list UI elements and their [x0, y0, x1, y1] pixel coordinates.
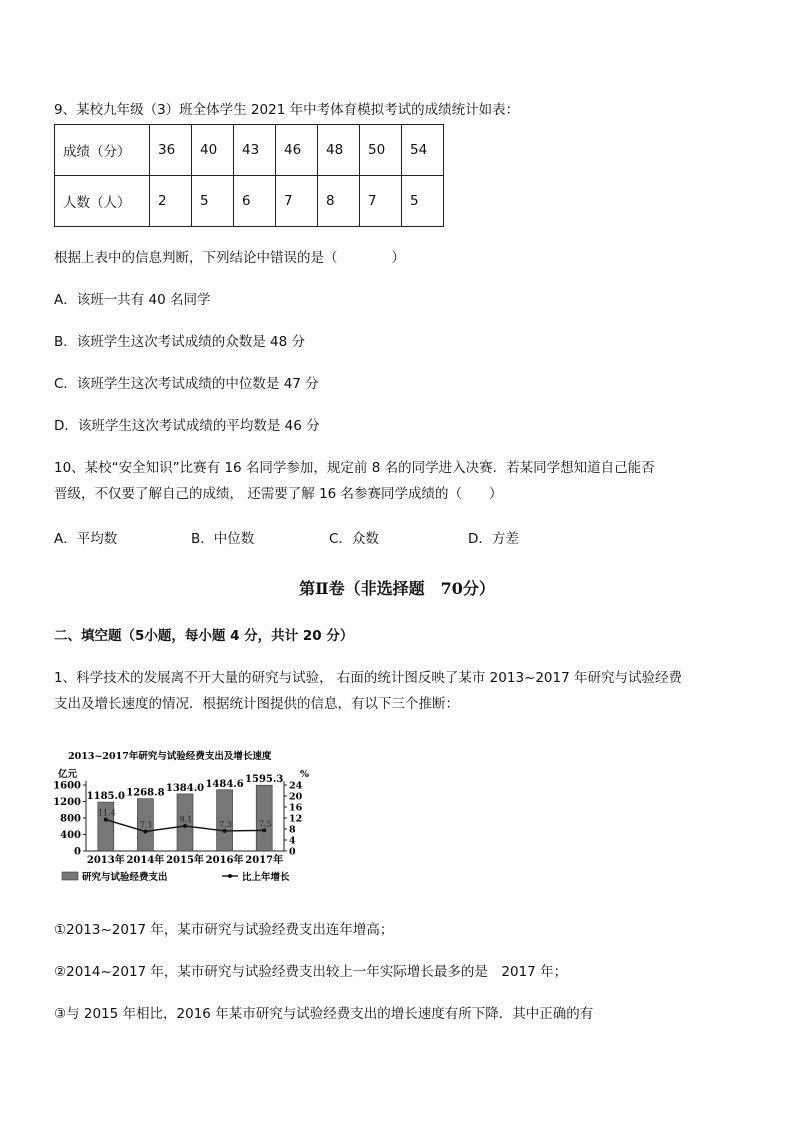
table-row	[55, 125, 444, 176]
table-header-count: 人数（人）	[55, 176, 150, 227]
table-cell: 8	[318, 176, 360, 227]
legend-line-marker	[228, 874, 232, 878]
statement-3: ③与 2015 年相比，2016 年某市研究与试验经费支出的增长速度有所下降．其中正确的有	[54, 1006, 594, 1022]
chart-title: 2013~2017年研究与试验经费支出及增长速度	[68, 751, 272, 762]
table-cell: 36	[150, 125, 192, 176]
y-tick-label: 1600	[54, 780, 81, 792]
section-subtitle: 二、填空题（5小题，每小题 4 分，共计 20 分）	[54, 628, 354, 644]
legend-bar-label: 研究与试验经费支出	[82, 872, 168, 883]
statement-2: ②2014~2017 年，某市研究与试验经费支出较上一年实际增长最多的是 2017 年；	[54, 964, 568, 980]
growth-point	[262, 828, 266, 832]
y-tick-label: 800	[60, 813, 81, 825]
q9-option-a: A．该班一共有 40 名同学	[54, 292, 211, 308]
table-cell: 48	[318, 125, 360, 176]
growth-value-label: 11.4	[97, 808, 116, 818]
expenditure-chart	[54, 745, 314, 890]
y2-tick-label: 4	[289, 835, 296, 847]
y-tick-label: 1200	[54, 797, 81, 808]
growth-point	[104, 818, 108, 822]
q10-option-a: A．平均数	[54, 531, 118, 547]
q9-option-c: C．该班学生这次考试成绩的中位数是 47 分	[54, 376, 319, 392]
y2-tick-label: 8	[289, 824, 296, 836]
q10-option-c: C．众数	[329, 531, 379, 547]
growth-value-label: 7.1	[140, 820, 153, 830]
x-tick-label: 2014年	[126, 855, 165, 866]
x-tick-label: 2013年	[86, 855, 125, 866]
bar-value-label: 1185.0	[86, 791, 125, 803]
bar-value-label: 1268.8	[126, 787, 165, 799]
table-cell: 40	[192, 125, 234, 176]
growth-point	[143, 829, 147, 833]
y-tick-label: 400	[60, 830, 81, 841]
y2-tick-label: 24	[289, 780, 303, 792]
table-row	[55, 176, 444, 227]
y2-tick-label: 20	[289, 791, 303, 803]
legend-line-label: 比上年增长	[242, 872, 290, 883]
q10-line1: 10、某校“安全知识”比赛有 16 名同学参加，规定前 8 名的同学进入决赛．若某同学想知道自己能否	[54, 460, 655, 476]
bar-value-label: 1595.3	[245, 774, 284, 786]
table-cell: 6	[234, 176, 276, 227]
q10-line2: 晋级，不仅要了解自己的成绩， 还需要了解 16 名参赛同学成绩的（ ）	[54, 486, 503, 502]
table-cell: 46	[276, 125, 318, 176]
y2-tick-label: 12	[289, 813, 303, 825]
y-tick-label: 0	[74, 846, 81, 858]
q10-option-d: D．方差	[468, 531, 519, 547]
table-header-score: 成绩（分）	[55, 125, 150, 176]
table-cell: 7	[276, 176, 318, 227]
x-tick-label: 2017年	[245, 855, 284, 866]
table-cell: 2	[150, 176, 192, 227]
q9-option-d: D．该班学生这次考试成绩的平均数是 46 分	[54, 418, 320, 434]
table-cell: 5	[402, 176, 444, 227]
y2-tick-label: 0	[289, 846, 296, 858]
growth-point	[223, 829, 227, 833]
q9-question: 根据上表中的信息判断，下列结论中错误的是（ ）	[54, 250, 405, 266]
y2-axis-label: %	[300, 769, 310, 780]
growth-value-label: 7.5	[258, 819, 272, 829]
table-cell: 5	[192, 176, 234, 227]
x-tick-label: 2016年	[205, 855, 244, 866]
bar-value-label: 1484.6	[205, 778, 244, 790]
bar-value-label: 1384.0	[165, 782, 205, 794]
section-title: 第Ⅱ卷（非选择题 70分）	[299, 579, 495, 598]
bar	[256, 785, 272, 851]
growth-value-label: 7.3	[219, 819, 232, 829]
y-axis-label: 亿元	[58, 769, 78, 780]
table-cell: 43	[234, 125, 276, 176]
growth-value-label: 9.1	[179, 814, 193, 824]
table-cell: 50	[360, 125, 402, 176]
y2-tick-label: 16	[289, 802, 303, 814]
statement-1: ①2013~2017 年，某市研究与试验经费支出连年增高；	[54, 922, 394, 938]
score-table	[54, 124, 444, 227]
q9-stem: 9、某校九年级（3）班全体学生 2021 年中考体育模拟考试的成绩统计如表：	[54, 102, 520, 118]
table-cell: 54	[402, 125, 444, 176]
fill1-line2: 支出及增长速度的情况．根据统计图提供的信息，有以下三个推断：	[54, 696, 459, 712]
legend-bar-swatch	[62, 872, 78, 880]
q9-option-b: B．该班学生这次考试成绩的众数是 48 分	[54, 334, 306, 350]
x-tick-label: 2015年	[166, 855, 204, 866]
q10-option-b: B．中位数	[191, 531, 255, 547]
chart-svg	[54, 745, 314, 890]
fill1-line1: 1、科学技术的发展离不开大量的研究与试验， 右面的统计图反映了某市 2013~2017 年研究与试验经费	[54, 670, 682, 686]
table-cell: 7	[360, 176, 402, 227]
growth-point	[183, 824, 187, 828]
